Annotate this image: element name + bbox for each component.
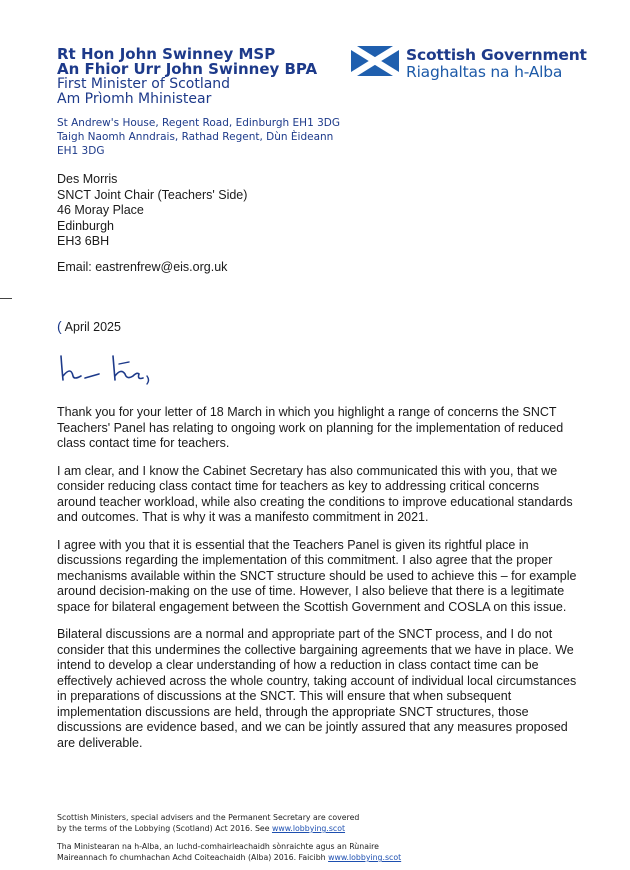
logo-text-gaelic: Riaghaltas na h-Alba: [406, 63, 563, 81]
handwritten-salutation: [57, 346, 262, 391]
handwritten-day-mark: (: [57, 318, 62, 334]
date-text: April 2025: [64, 320, 121, 334]
sender-role-english: First Minister of Scotland: [57, 76, 231, 92]
salutation-text: Dear Des,: [257, 366, 262, 367]
saltire-flag-icon: [351, 46, 399, 76]
recipient-postcode: EH3 6BH: [57, 234, 110, 248]
fold-mark: [0, 298, 12, 299]
footer-text: Scottish Ministers, special advisers and the Permanent Secretary are covered: [57, 813, 360, 822]
recipient-email: Email: eastrenfrew@eis.org.uk: [57, 260, 228, 274]
address-line: EH1 3DG: [57, 145, 105, 157]
recipient-city: Edinburgh: [57, 218, 114, 233]
sender-block: [57, 47, 317, 107]
sender-role-gaelic: Am Prìomh Mhinistear: [57, 91, 212, 107]
lobbying-link-gaelic[interactable]: www.lobbying.scot: [328, 853, 402, 862]
recipient-block: [57, 172, 247, 250]
body-paragraph: Thank you for your letter of 18 March in which you highlight a range of concerns the SNCT Teachers' Panel has relating to ongoing work on planning for the implementation of reduced class contact time for teachers.: [57, 405, 564, 450]
letter-date: [57, 318, 121, 334]
address-line: Taigh Naomh Anndrais, Rathad Regent, Dùn Èideann: [57, 131, 334, 143]
footer-english: [57, 812, 401, 834]
body-paragraph: I agree with you that it is essential that the Teachers Panel is given its rightful place in discussions regarding the implementation of this commitment. I also agree that the proper mechanisms available within the SNCT structure should be used to achieve this – for example around decision-making on the use of time. However, I also believe that there is a legitimate space for bilateral engagement between the Scottish Government and COSLA on this issue.: [57, 537, 577, 614]
body-paragraph: Bilateral discussions are a normal and appropriate part of the SNCT process, and I do not consider that this undermines the collective bargaining agreements that we have in place. We intend to develop a clear understanding of how a reduction in class contact time can be effectively achieved across the whole country, taking account of individual local circumstances in preparations of discussions at the SNCT. This will ensure that when subsequent implementation discussions are held, through the appropriate SNCT structures, those discussions are evidence based, and we can be jointly assured that any measures proposed are deliverable.: [57, 627, 577, 750]
footer-text: Tha Ministearan na h-Alba, an luchd-comhairleachaidh sònraichte agus an Rùnaire: [57, 842, 379, 851]
address-line: St Andrew's House, Regent Road, Edinburgh EH1 3DG: [57, 117, 341, 129]
recipient-title: SNCT Joint Chair (Teachers' Side): [57, 187, 248, 202]
recipient-name: Des Morris: [57, 172, 118, 186]
lobbying-link[interactable]: www.lobbying.scot: [271, 824, 346, 833]
sender-address: [57, 116, 340, 158]
lobbying-footer: [57, 812, 401, 870]
footer-text: by the terms of the Lobbying (Scotland) Act 2016. See: [57, 824, 272, 833]
sender-name-gaelic: An Fhior Urr John Swinney BPA: [57, 60, 318, 78]
footer-gaelic: [57, 841, 401, 863]
footer-text: Maireannach fo chumhachan Achd Coiteachaidh (Alba) 2016. Faicibh: [57, 853, 329, 862]
recipient-street: 46 Moray Place: [57, 203, 144, 217]
letter-body: [57, 405, 577, 763]
handwritten-dear-des: [57, 346, 262, 386]
logo-text-english: Scottish Government: [406, 46, 587, 64]
body-paragraph: I am clear, and I know the Cabinet Secretary has also communicated this with you, that we consider reducing class contact time for teachers as key to addressing critical concerns around teacher workload, while also creating the conditions to improve educational standards and outcomes. That is why it was a manifesto commitment in 2021.: [57, 463, 573, 524]
sender-name-english: Rt Hon John Swinney MSP: [57, 45, 276, 63]
